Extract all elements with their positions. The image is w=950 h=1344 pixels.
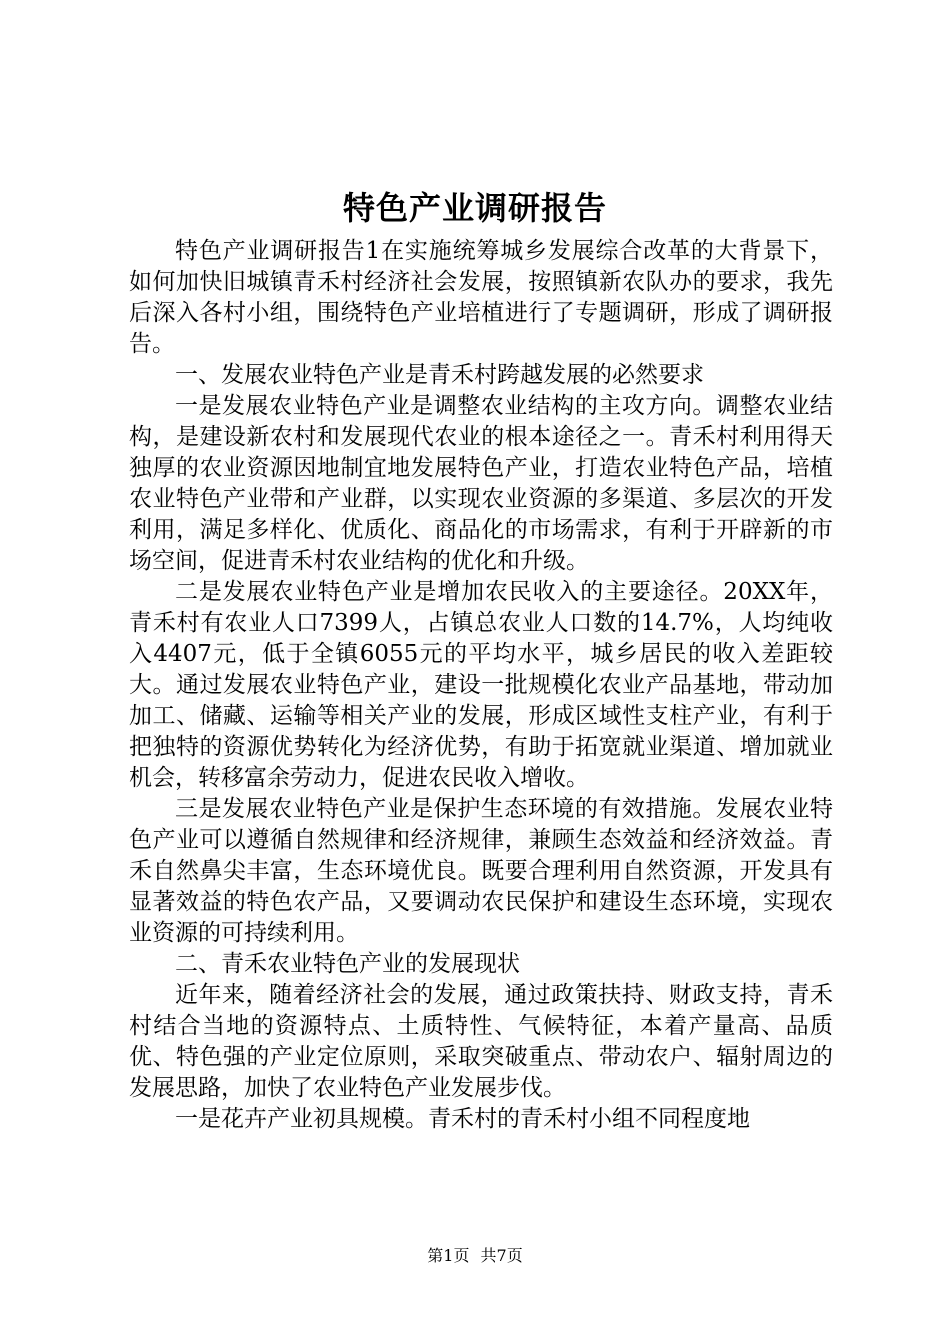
paragraph-point-3: 三是发展农业特色产业是保护生态环境的有效措施。发展农业特色产业可以遵循自然规律和经济规律，兼顾生态效益和经济效益。青禾自然鼻尖丰富，生态环境优良。既要合理利用自然资源，开发具有显著效益的特色农产品，又要调动农民保护和建设生态环境，实现农业资源的可持续利用。	[129, 796, 833, 946]
page-footer	[0, 1245, 950, 1267]
paragraph-flowers: 一是花卉产业初具规模。青禾村的青禾村小组不同程度地	[175, 1106, 750, 1132]
section-heading-1: 一、发展农业特色产业是青禾村跨越发展的必然要求	[175, 362, 704, 388]
section-heading-2: 二、青禾农业特色产业的发展现状	[175, 951, 520, 977]
document-body	[129, 236, 833, 1135]
page-total: 共7页	[480, 1246, 523, 1265]
paragraph-intro: 特色产业调研报告1在实施统筹城乡发展综合改革的大背景下，如何加快旧城镇青禾村经济社会发展，按照镇新农队办的要求，我先后深入各村小组，围绕特色产业培植进行了专题调研，形成了调研报告。	[129, 238, 833, 357]
paragraph-point-2: 二是发展农业特色产业是增加农民收入的主要途径。20XX年，青禾村有农业人口7399人，占镇总农业人口数的14.7%，人均纯收入4407元，低于全镇6055元的平均水平，城乡居民的收入差距较大。通过发展农业特色产业，建设一批规模化农业产品基地，带动加加工、储藏、运输等相关产业的发展，形成区域性支柱产业，有利于把独特的资源优势转化为经济优势，有助于拓宽就业渠道、增加就业机会，转移富余劳动力，促进农民收入增收。	[129, 579, 833, 791]
paragraph-point-1: 一是发展农业特色产业是调整农业结构的主攻方向。调整农业结构，是建设新农村和发展现代农业的根本途径之一。青禾村利用得天独厚的农业资源因地制宜地发展特色产业，打造农业特色产品，培植农业特色产业带和产业群，以实现农业资源的多渠道、多层次的开发利用，满足多样化、优质化、商品化的市场需求，有利于开辟新的市场空间，促进青禾村农业结构的优化和升级。	[129, 393, 833, 574]
page-number: 第1页	[427, 1246, 470, 1265]
document-title: 特色产业调研报告	[342, 189, 607, 227]
paragraph-status: 近年来，随着经济社会的发展，通过政策扶持、财政支持，青禾村结合当地的资源特点、土质特性、气候特征，本着产量高、品质优、特色强的产业定位原则，采取突破重点、带动农户、辐射周边的发展思路，加快了农业特色产业发展步伐。	[129, 982, 833, 1101]
